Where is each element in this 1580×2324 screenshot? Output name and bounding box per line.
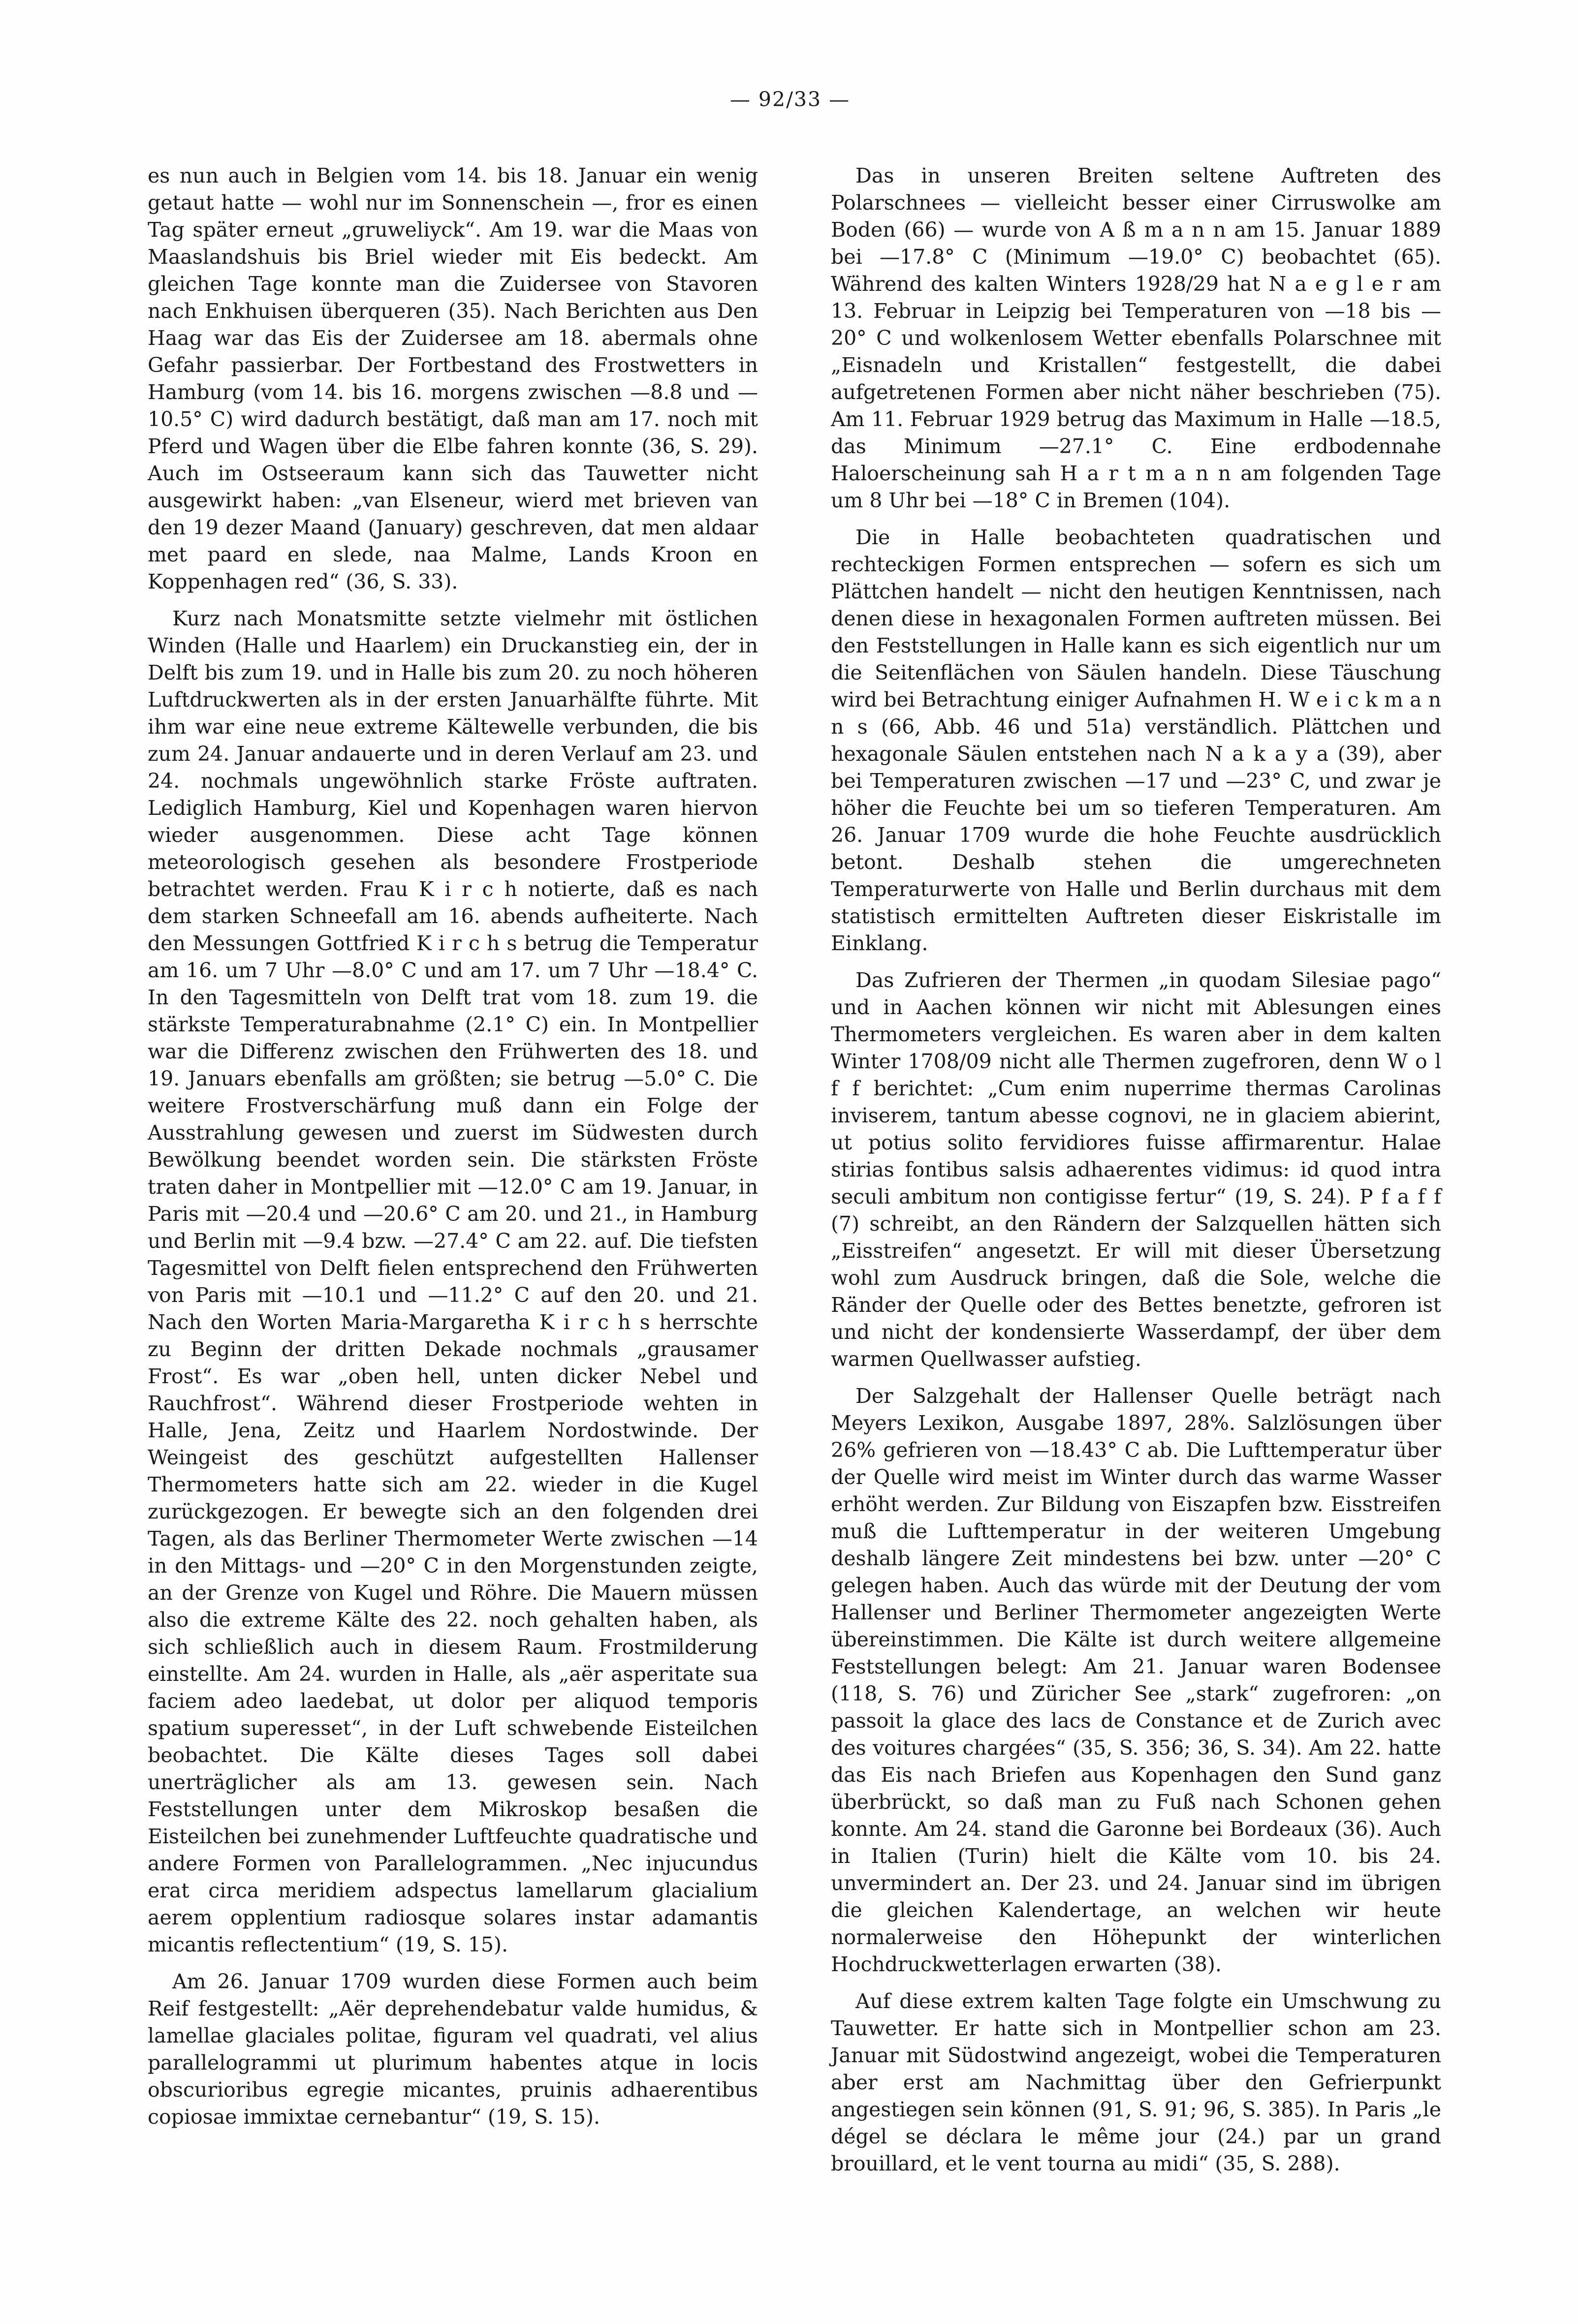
paragraph: Der Salzgehalt der Hallenser Quelle beträgt nach Meyers Lexikon, Ausgabe 1897, 28%. Salzlösungen über 26% gefrieren von —18.43° C ab. Die Lufttemperatur über der Quelle wird meist im Winter durch das warme Wasser erhöht werden. Zur Bildung von Eiszapfen bzw. Eisstreifen muß die Lufttemperatur in der weiteren Umgebung deshalb längere Zeit mindestens bei bzw. unter —20° C gelegen haben. Auch das würde mit der Deutung der vom Hallenser und Berliner Thermometer angezeigten Werte übereinstimmen. Die Kälte ist durch weitere allgemeine Feststellungen belegt: Am 21. Januar waren Bodensee (118, S. 76) und Züricher See „stark“ zugefroren: „on passoit la glace des lacs de Constance et de Zurich avec des voitures chargées“ (35, S. 356; 36, S. 34). Am 22. hatte das Eis nach Briefen aus Kopenhagen den Sund ganz überbrückt, so daß man zu Fuß nach Schonen gehen konnte. Am 24. stand die Garonne bei Bordeaux (36). Auch in Italien (Turin) hielt die Kälte vom 10. bis 24. unvermindert an. Der 23. und 24. Januar sind im übrigen die gleichen Kalendertage, an welchen wir heute normalerweise den Höhepunkt der winterlichen Hochdruckwetterlagen erwarten (38). xyxy=(831,1384,1441,1976)
right-column xyxy=(831,162,1441,2187)
left-column xyxy=(148,162,758,2140)
paragraph: es nun auch in Belgien vom 14. bis 18. Januar ein wenig getaut hatte — wohl nur im Sonnenschein —, fror es einen Tag später erneut „gruweliyck“. Am 19. war die Maas von Maaslandshuis bis Briel wieder mit Eis bedeckt. Am gleichen Tage konnte man die Zuidersee von Stavoren nach Enkhuisen überqueren (35). Nach Berichten aus Den Haag war das Eis der Zuidersee am 18. abermals ohne Gefahr passierbar. Der Fortbestand des Frostwetters in Hamburg (vom 14. bis 16. morgens zwischen —8.8 und —10.5° C) wird dadurch bestätigt, daß man am 17. noch mit Pferd und Wagen über die Elbe fahren konnte (36, S. 29). Auch im Ostseeraum kann sich das Tauwetter nicht ausgewirkt haben: „van Elseneur, wierd met brieven van den 19 dezer Maand (January) geschreven, dat men aldaar met paard en slede, naa Malme, Lands Kroon en Koppenhagen red“ (36, S. 33). xyxy=(148,164,758,593)
paragraph: Kurz nach Monatsmitte setzte vielmehr mit östlichen Winden (Halle und Haarlem) ein Druckanstieg ein, der in Delft bis zum 19. und in Halle bis zum 20. zu noch höheren Luftdruckwerten als in der ersten Januarhälfte führte. Mit ihm war eine neue extreme Kältewelle verbunden, die bis zum 24. Januar andauerte und in deren Verlauf am 23. und 24. nochmals ungewöhnlich starke Fröste auftraten. Lediglich Hamburg, Kiel und Kopenhagen waren hiervon wieder ausgenommen. Diese acht Tage können meteorologisch gesehen als besondere Frostperiode betrachtet werden. Frau K i r c h notierte, daß es nach dem starken Schneefall am 16. abends aufheiterte. Nach den Messungen Gottfried K i r c h s betrug die Temperatur am 16. um 7 Uhr —8.0° C und am 17. um 7 Uhr —18.4° C. In den Tagesmitteln von Delft trat vom 18. zum 19. die stärkste Temperaturabnahme (2.1° C) ein. In Montpellier war die Differenz zwischen den Frühwerten des 18. und 19. Januars ebenfalls am größten; sie betrug —5.0° C. Die weitere Frostverschärfung muß dann ein Folge der Ausstrahlung gewesen und zuerst im Südwesten durch Bewölkung beendet worden sein. Die stärksten Fröste traten daher in Montpellier mit —12.0° C am 19. Januar, in Paris mit —20.4 und —20.6° C am 20. und 21., in Hamburg und Berlin mit —9.4 bzw. —27.4° C am 22. auf. Die tiefsten Tagesmittel von Delft fielen entsprechend den Frühwerten von Paris mit —10.1 und —11.2° C auf den 20. und 21. Nach den Worten Maria-Margaretha K i r c h s herrschte zu Beginn der dritten Dekade nochmals „grausamer Frost“. Es war „oben hell, unten dicker Nebel und Rauchfrost“. Während dieser Frostperiode wehten in Halle, Jena, Zeitz und Haarlem Nordostwinde. Der Weingeist des geschützt aufgestellten Hallenser Thermometers hatte sich am 22. wieder in die Kugel zurückgezogen. Er bewegte sich an den folgenden drei Tagen, als das Berliner Thermometer Werte zwischen —14 in den Mittags- und —20° C in den Morgenstunden zeigte, an der Grenze von Kugel und Röhre. Die Mauern müssen also die extreme Kälte des 22. noch gehalten haben, als sich schließlich auch in diesem Raum. Frostmilderung einstellte. Am 24. wurden in Halle, als „aër asperitate sua faciem adeo laedebat, ut dolor per aliquod temporis spatium superesset“, in der Luft schwebende Eisteilchen beobachtet. Die Kälte dieses Tages soll dabei unerträglicher als am 13. gewesen sein. Nach Feststellungen unter dem Mikroskop besaßen die Eisteilchen bei zunehmender Luftfeuchte quadratische und andere Formen von Parallelogrammen. „Nec injucundus erat circa meridiem adspectus lamellarum glacialium aerem opplentium radiosque solares instar adamantis micantis reflectentium“ (19, S. 15). xyxy=(148,607,758,1956)
page-number: — 92/33 — xyxy=(729,88,851,111)
paragraph: Die in Halle beobachteten quadratischen und rechteckigen Formen entsprechen — sofern es sich um Plättchen handelt — nicht den heutigen Kenntnissen, nach denen diese in hexagonalen Formen auftreten müssen. Bei den Feststellungen in Halle kann es sich eigentlich nur um die Seitenflächen von Säulen handeln. Diese Täuschung wird bei Betrachtung einiger Aufnahmen H. W e i c k m a n n s (66, Abb. 46 und 51a) verständlich. Plättchen und hexagonale Säulen entstehen nach N a k a y a (39), aber bei Temperaturen zwischen —17 und —23° C, und zwar je höher die Feuchte bei um so tieferen Temperaturen. Am 26. Januar 1709 wurde die hohe Feuchte ausdrücklich betont. Deshalb stehen die umgerechneten Temperaturwerte von Halle und Berlin durchaus mit dem statistisch ermittelten Auftreten dieser Eiskristalle im Einklang. xyxy=(831,526,1441,955)
paragraph: Auf diese extrem kalten Tage folgte ein Umschwung zu Tauwetter. Er hatte sich in Montpellier schon am 23. Januar mit Südostwind angezeigt, wobei die Temperaturen aber erst am Nachmittag über den Gefrierpunkt angestiegen sein können (91, S. 91; 96, S. 385). In Paris „le dégel se déclara le même jour (24.) par un grand brouillard, et le vent tourna au midi“ (35, S. 288). xyxy=(831,1989,1441,2175)
paragraph: Am 26. Januar 1709 wurden diese Formen auch beim Reif festgestellt: „Aër deprehendebatur valde humidus, & lamellae glaciales politae, figuram vel quadrati, vel alius parallelogrammi ut plurimum habentes atque in locis obscurioribus egregie micantes, pruinis adhaerentibus copiosae immixtae cernebantur“ (19, S. 15). xyxy=(148,1970,758,2129)
paragraph: Das in unseren Breiten seltene Auftreten des Polarschnees — vielleicht besser einer Cirruswolke am Boden (66) — wurde von A ß m a n n am 15. Januar 1889 bei —17.8° C (Minimum —19.0° C) beobachtet (65). Während des kalten Winters 1928/29 hat N a e g l e r am 13. Februar in Leipzig bei Temperaturen von —18 bis —20° C und wolkenlosem Wetter ebenfalls Polarschnee mit „Eisnadeln und Kristallen“ festgestellt, die dabei aufgetretenen Formen aber nicht näher beschrieben (75). Am 11. Februar 1929 betrug das Maximum in Halle —18.5, das Minimum —27.1° C. Eine erdbodennahe Haloerscheinung sah H a r t m a n n am folgenden Tage um 8 Uhr bei —18° C in Bremen (104). xyxy=(831,164,1441,512)
paragraph: Das Zufrieren der Thermen „in quodam Silesiae pago“ und in Aachen können wir nicht mit Ablesungen eines Thermometers vergleichen. Es waren aber in dem kalten Winter 1708/09 nicht alle Thermen zugefroren, denn W o l f f berichtet: „Cum enim nuperrime thermas Carolinas inviserem, tantum abesse cognovi, ne in glaciem abierint, ut potius solito fervidiores fuisse affirmarentur. Halae stirias fontibus salsis adhaerentes vidimus: id quod intra seculi ambitum non contigisse fertur“ (19, S. 24). P f a f f (7) schreibt, an den Rändern der Salzquellen hätten sich „Eisstreifen“ angesetzt. Er will mit dieser Übersetzung wohl zum Ausdruck bringen, daß die Sole, welche die Ränder der Quelle oder des Bettes benetzte, gefroren ist und nicht der kondensierte Wasserdampf, der über dem warmen Quellwasser aufstieg. xyxy=(831,968,1441,1371)
